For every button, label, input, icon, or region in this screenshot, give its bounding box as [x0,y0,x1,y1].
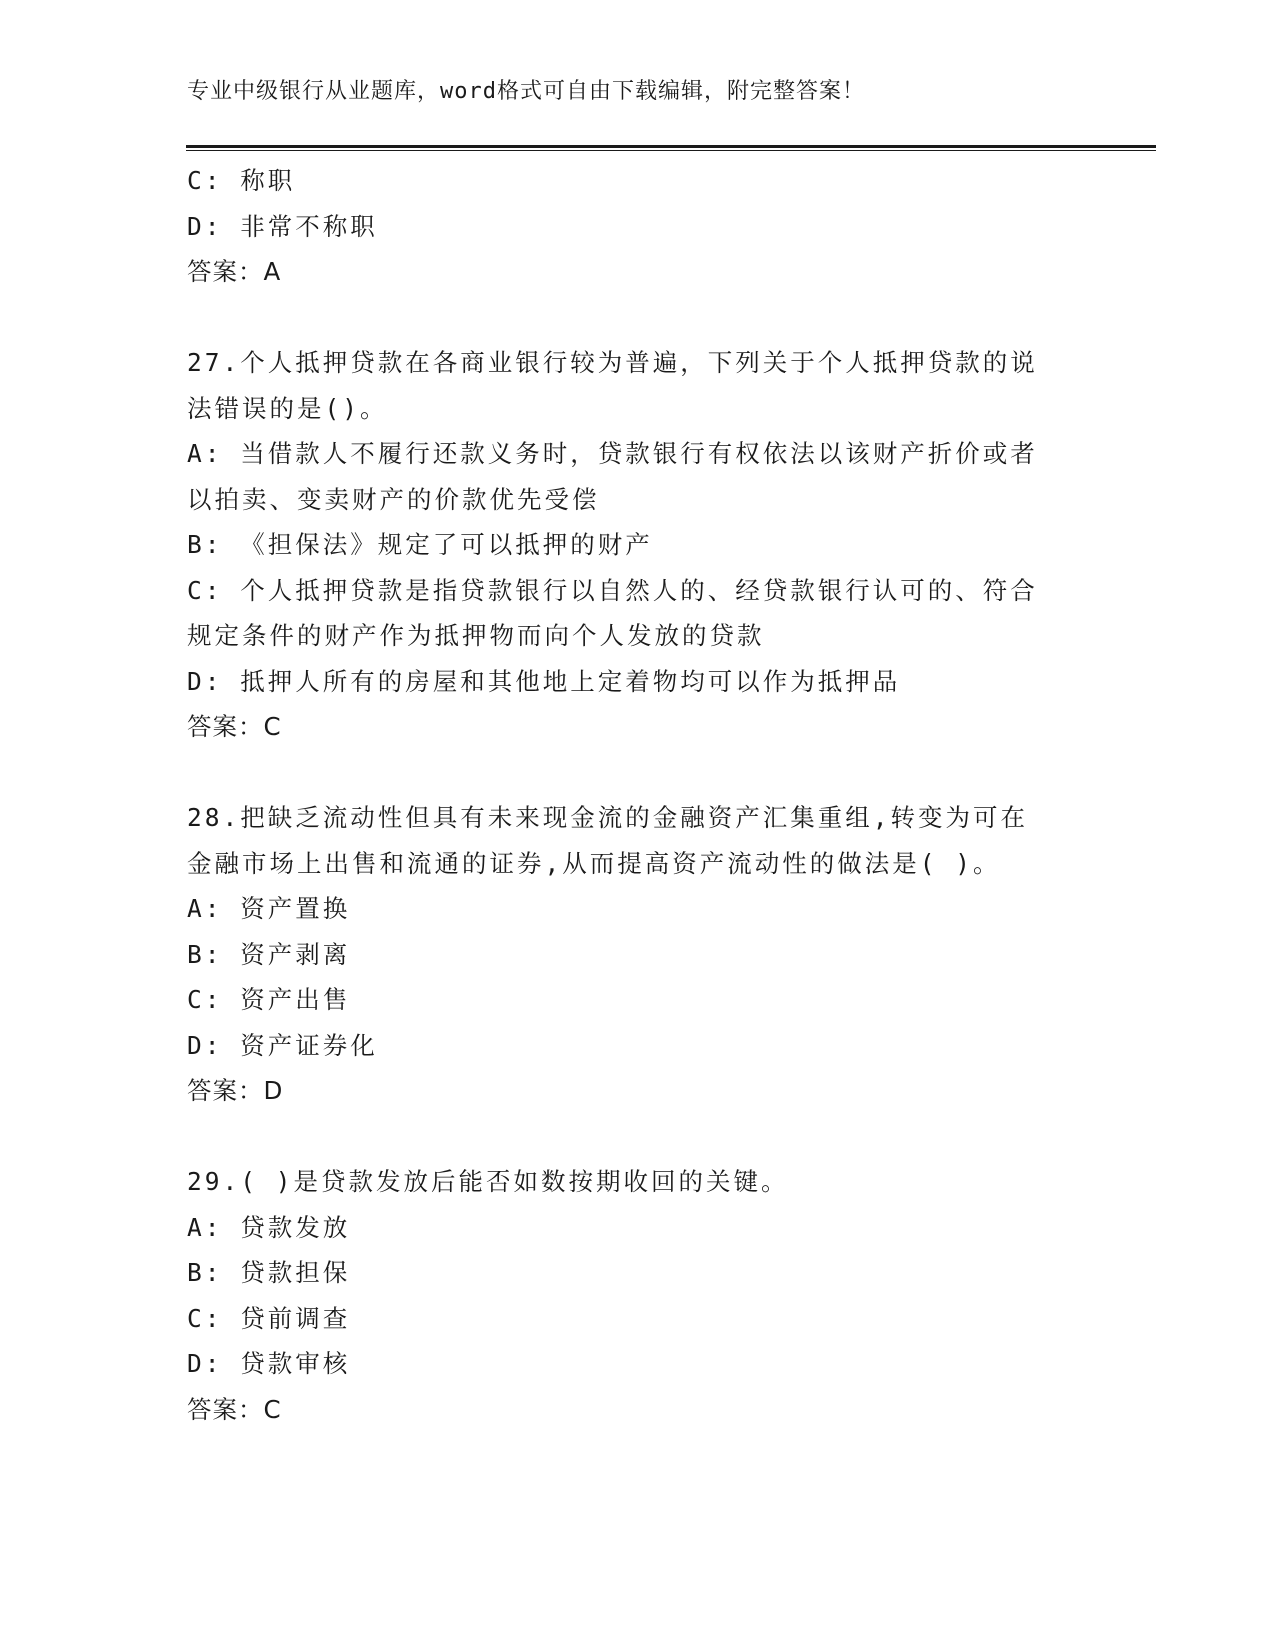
question-stem-line: 法错误的是()。 [187,393,388,423]
answer-line: 答案：A [187,257,282,286]
option-line: C: 称职 [187,166,296,195]
option-line: A: 当借款人不履行还款义务时，贷款银行有权依法以该财产折价或者 [187,439,1038,468]
question-stem-line: 28.把缺乏流动性但具有未来现金流的金融资产汇集重组,转变为可在 [187,803,1028,832]
question-gap [187,295,1087,341]
option-line: B: 《担保法》规定了可以抵押的财产 [187,530,653,559]
option-line: B: 贷款担保 [187,1258,351,1287]
option-line: A: 贷款发放 [187,1212,351,1242]
answer-line: 答案：C [187,1394,282,1424]
option-line: D: 贷款审核 [187,1349,351,1378]
question-gap [187,750,1087,796]
question-gap [187,1114,1087,1160]
question-stem-line: 27.个人抵押贷款在各商业银行较为普遍，下列关于个人抵押贷款的说 [187,348,1038,377]
answer-line: 答案：C [187,712,282,741]
question-content [187,158,1087,1432]
option-line: D: 抵押人所有的房屋和其他地上定着物均可以作为抵押品 [187,666,901,696]
question-stem-line: 金融市场上出售和流通的证券,从而提高资产流动性的做法是( )。 [187,848,1001,878]
option-line: 规定条件的财产作为抵押物而向个人发放的贷款 [187,621,765,650]
answer-line: 答案：D [187,1076,284,1105]
header-rule-thin [186,150,1156,151]
option-line: C: 资产出售 [187,985,351,1014]
page-header: 专业中级银行从业题库，word格式可自由下载编辑，附完整答案！ [187,79,865,104]
option-line: B: 资产剥离 [187,939,351,969]
option-line: D: 资产证券化 [187,1030,378,1060]
option-line: C: 贷前调查 [187,1303,351,1333]
header-rule-thick [186,145,1156,148]
option-line: A: 资产置换 [187,894,351,923]
option-line: 以拍卖、变卖财产的价款优先受偿 [187,484,600,514]
option-line: C: 个人抵押贷款是指贷款银行以自然人的、经贷款银行认可的、符合 [187,575,1038,605]
option-line: D: 非常不称职 [187,211,378,241]
question-stem-line: 29.( )是贷款发放后能否如数按期收回的关键。 [187,1167,789,1196]
